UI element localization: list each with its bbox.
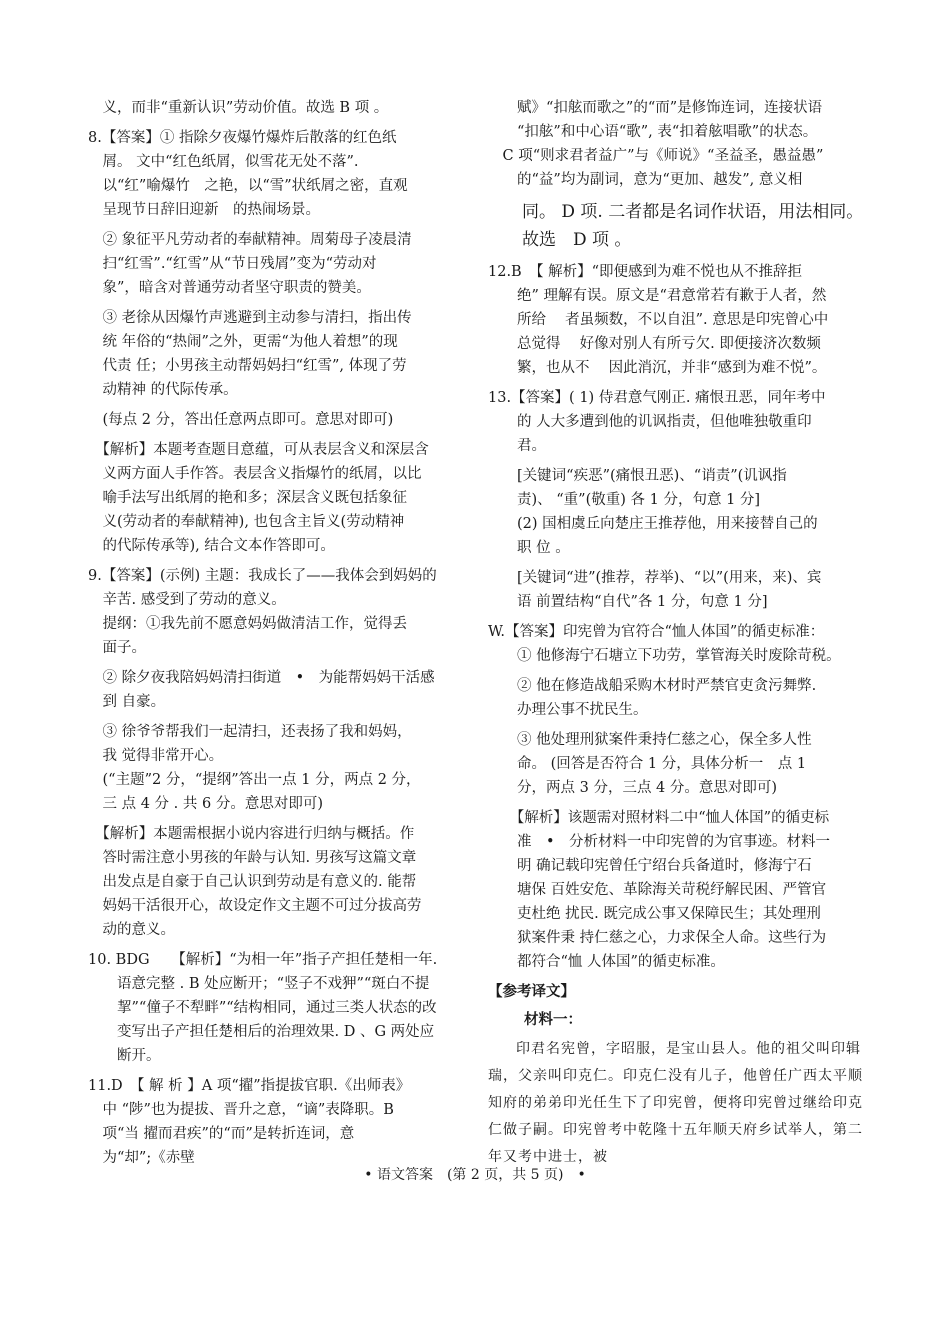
text-line: 义，而非“重新认识”劳动价值。故选 B 项 。 [88,100,389,116]
answer-10 [88,948,458,1068]
text-line: ② 除夕夜我陪妈妈清扫街道 • 为能帮妈妈干活感 [88,670,435,686]
text-line: 喻手法写出纸屑的艳和多；深层含义既包括象征 [88,490,407,506]
text-line: [关键词“进”(推荐，荐举)、“以”(用来，来)、宾 [488,570,822,586]
text-line: (2) 国相虞丘向楚庄王推荐他，用来接替自己的 [488,516,818,532]
text-line: 吏杜绝 扰民. 既完成公事又保障民生；其处理刑 [488,906,821,922]
text-line: 责)、 “重”(敬重) 各 1 分，句意 1 分] [488,492,761,508]
text-line: 统 年俗的“热闹”之外，更需“为他人着想”的现 [88,334,398,350]
text-line: 繁，也从不 因此消沉，并非“感到为难不悦”。 [488,360,827,376]
right-column [488,96,873,1171]
text-line: 12.B 【 解析】“即便感到为难不悦也从不推辞拒 [488,264,802,280]
text-line: ③ 徐爷爷帮我们一起清扫，还表扬了我和妈妈， [88,724,412,740]
text-line: 扫“红雪”.“红雪”从“节日残屑”变为“劳动对 [88,256,377,272]
answer-13-keywords-2 [488,566,873,614]
text-line: 我 觉得非常开心。 [88,748,224,764]
text-line: 呈现节日辞旧迎新 的热闹场景。 [88,202,320,218]
text-line: 都符合“恤 人体国”的循吏标准。 [488,954,725,970]
answer-8-point-2 [88,228,458,300]
text-line: 妈妈干活很开心，故设定作文主题不可过分拔高劳 [88,898,422,914]
text-line: 【解析】本题需根据小说内容进行归纳与概括。作 [88,826,415,842]
text-line: ③ 他处理刑狱案件秉持仁慈之心，保全多人性 [488,732,812,748]
text-line: 命。 (回答是否符合 1 分，具体分析一 点 1 [488,756,807,772]
text-line: 【解析】本题考查题目意蕴，可从表层含义和深层含 [88,442,429,458]
text-line: 中 “陟”也为提拔、晋升之意，“谪”表降职。B [88,1102,394,1118]
text-line: 的 人大多遭到他的讥讽指责，但他唯独敬重印 [488,414,812,430]
text-line: 君。 [488,438,546,454]
text-line: 总觉得 好像对别人有所亏欠. 即便接济次数频 [488,336,821,352]
text-line: (每点 2 分，答出任意两点即可。意思对即可) [88,412,394,428]
answer-8 [88,126,458,222]
text-line: 动的意义。 [88,922,175,938]
text-line: 所给 者虽频数，不以自沮”. 意思是印宪曾心中 [488,312,829,328]
text-line: 出发点是自豪于自己认识到劳动是有意义的. 能帮 [88,874,417,890]
text-line: 10. BDG 【解析】“为相一年”指子产担任楚相一年. [88,952,438,968]
text-line: 【解析】该题需对照材料二中“恤人体国”的循吏标 [488,810,830,826]
text-line: 提纲：①我先前不愿意妈妈做清洁工作，觉得丢 [88,616,407,632]
text-line: 断开。 [88,1048,161,1064]
text-line: 8.【答案】① 指除夕夜爆竹爆炸后散落的红色纸 [88,130,397,146]
answer-8-point-3 [88,306,458,402]
text-line: 同。 D 项. 二者都是名词作状语，用法相同。 [488,202,864,222]
answer-14 [488,620,873,668]
answer-13-keywords-1 [488,464,873,560]
text-line: C 项“则求君者益广”与《师说》“圣益圣，愚益愚” [488,148,824,164]
text-line: 狱案件秉 持仁慈之心，力求保全人命。这些行为 [488,930,827,946]
text-line: 办理公事不扰民生。 [488,702,648,718]
text-line: 职 位 。 [488,540,570,556]
text-line: 明 确记载印宪曾任宁绍台兵备道时，修海宁石 [488,858,812,874]
text-line: 辛苦. 感受到了劳动的意义。 [88,592,286,608]
text-line: 13.【答案】( 1) 侍君意气刚正. 痛恨丑恶，同年考中 [488,390,826,406]
answer-14-point-3 [488,728,873,800]
text-line: 屑。 文中“红色纸屑，似雪花无处不落”. [88,154,359,170]
text-line: W.【答案】印宪曾为官符合“恤人体国”的循吏标准： [488,624,825,640]
answer-14-analysis [488,806,873,974]
text-line: [关键词“疾恶”(痛恨丑恶)、“诮责”(讥讽指 [488,468,787,484]
text-line: 为“却”;《赤壁 [88,1150,195,1166]
text-line: 语意完整 . B 处应断开；“竖子不戏狎”“斑白不提 [88,976,430,992]
text-line: ① 他修海宁石塘立下功劳，掌管海关时废除苛税。 [488,648,841,664]
text-line: 9.【答案】(示例) 主题：我成长了——我体会到妈妈的 [88,568,437,584]
text-line: ② 象征平凡劳动者的奉献精神。周菊母子凌晨清 [88,232,412,248]
text-line: 变写出子产担任楚相后的治理效果. D 、G 两处应 [88,1024,435,1040]
text-line: 故选 D 项 。 [488,230,632,250]
text-block-l0 [88,96,458,120]
text-line: 到 自豪。 [88,694,166,710]
text-line: 答时需注意小男孩的年龄与认知. 男孩写这篇文章 [88,850,417,866]
answer-8-scoring [88,408,458,432]
text-line: 挈”“僮子不犁畔”“结构相同，通过三类人状态的改 [88,1000,437,1016]
answer-8-analysis [88,438,458,558]
text-line: 动精神 的代际传承。 [88,382,238,398]
text-line: “扣舷”和中心语“歌”, 表“扣着舷唱歌”的状态。 [488,124,818,140]
answer-11-conclusion [488,198,873,254]
text-line: 项“当 擢而君疾”的“而”是转折连词，意 [88,1126,355,1142]
text-line: ③ 老徐从因爆竹声逃避到主动参与清扫，指出传 [88,310,412,326]
answer-9-analysis [88,822,458,942]
answer-12 [488,260,873,380]
text-line: 义两方面人手作答。表层含义指爆竹的纸屑，以比 [88,466,422,482]
text-line: 11.D 【 解 析 】A 项“擢”指提拔官职.《出师表》 [88,1078,411,1094]
reference-translation-title: 【参考译文】 [488,984,575,1000]
answer-11 [88,1074,458,1170]
translation-text: 印君名宪曾，字昭服，是宝山县人。他的祖父叫印辑瑞，父亲叫印克仁。印克仁没有儿子，他曾任广西太平顺知府的弟弟印光任生下了印宪曾，便将印宪曾过继给印克仁做子嗣。印宪曾考中乾隆十五年顺天府乡试举人，第二年又考中进士，被 [488,1041,863,1165]
text-line: 塘保 百姓安危、革除海关苛税纾解民困、严管官 [488,882,827,898]
text-line: 义(劳动者的奉献精神), 也包含主旨义(劳动精神 [88,514,405,530]
answer-13 [488,386,873,458]
text-line: 以“红”喻爆竹 之艳，以“雪”状纸屑之密，直观 [88,178,408,194]
text-line: 的代际传承等), 结合文本作答即可。 [88,538,335,554]
text-line: 面子。 [88,640,146,656]
text-line: 绝” 理解有误。原文是“君意常若有歉于人者，然 [488,288,827,304]
material-one-title: 材料一： [524,1012,582,1028]
text-line: 三 点 4 分 . 共 6 分。意思对即可) [88,796,323,812]
left-column [88,96,458,1176]
text-line: 语 前置结构“自代”各 1 分，句意 1 分] [488,594,768,610]
answer-9-point-2 [88,666,458,714]
text-line: 准 • 分析材料一中印宪曾的为官事迹。材料一 [488,834,831,850]
text-line: 的“益”均为副词，意为“更加、越发”, 意义相 [488,172,803,188]
page-footer: • 语文答案 (第 2 页，共 5 页) • [364,1167,586,1183]
text-line: ② 他在修造战船采购木材时严禁官吏贪污舞弊. [488,678,817,694]
text-line: 分，两点 3 分，三点 4 分。意思对即可) [488,780,778,796]
text-line: 赋》“扣舷而歌之”的“而”是修饰连词，连接状语 [488,100,823,116]
text-line: 象”，暗含对普通劳动者坚守职责的赞美。 [88,280,371,296]
answer-11-cont [488,96,873,192]
answer-9-point-3 [88,720,458,816]
text-line: (“主题”2 分，“提纲”答出一点 1 分，两点 2 分， [88,772,421,788]
answer-14-point-2 [488,674,873,722]
text-line: 代责 任；小男孩主动帮妈妈扫“红雪”, 体现了劳 [88,358,407,374]
answer-9 [88,564,458,660]
